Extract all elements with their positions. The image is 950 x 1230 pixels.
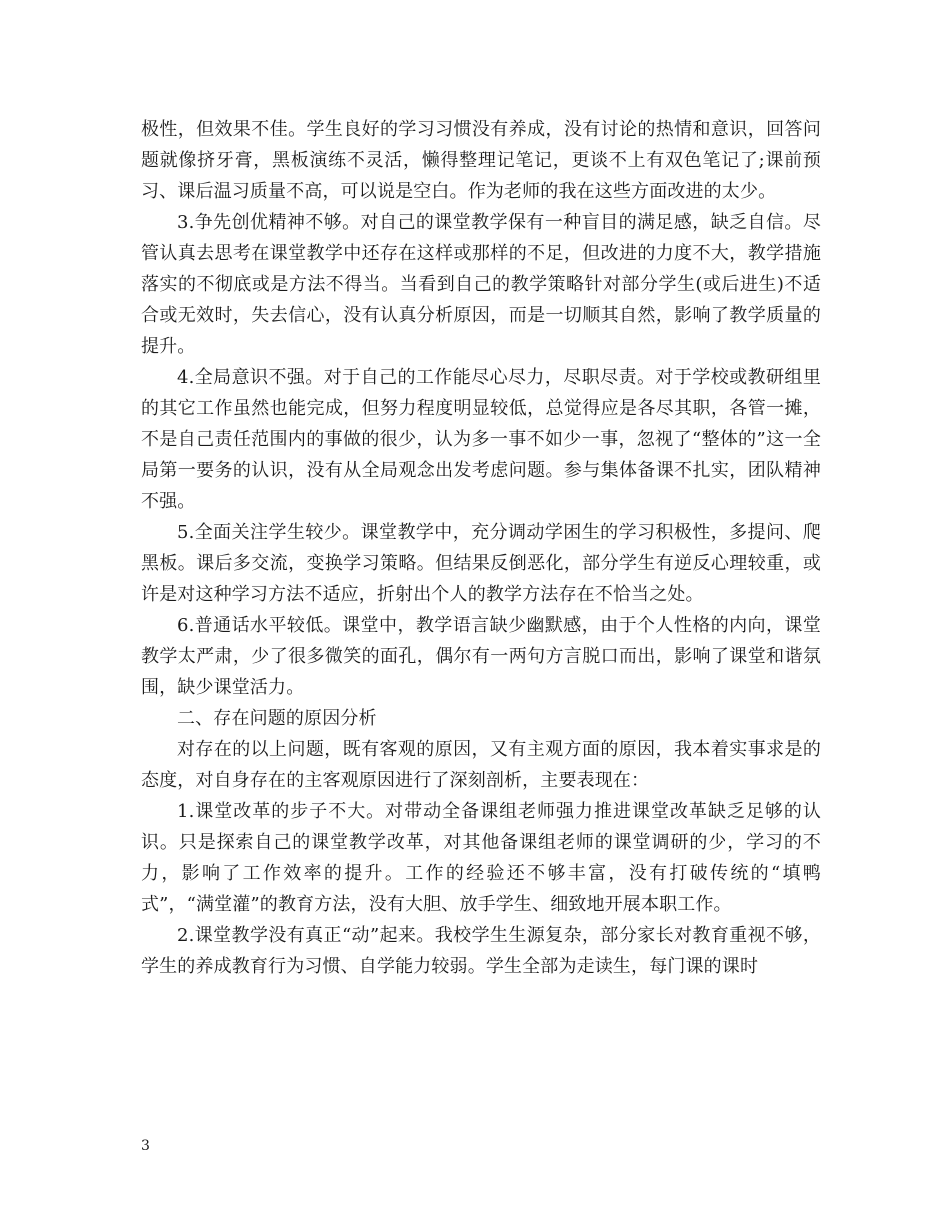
section-heading: 二、存在问题的原因分析 [177, 708, 377, 729]
paragraph-cause-2: 2.课堂教学没有真正“动”起来。我校学生生源复杂，部分家长对教育重视不够，学生的养成教育行为习惯、自学能力较弱。学生全部为走读生，每门课的课时 [141, 925, 821, 977]
paragraph-cause-1: 1.课堂改革的步子不大。对带动全备课组老师强力推进课堂改革缺乏足够的认识。只是探索自己的课堂教学改革，对其他备课组老师的课堂调研的少，学习的不力，影响了工作效率的提升。工作的经验还不够丰富，没有打破传统的“填鸭式”，“满堂灌”的教育方法，没有大胆、放手学生、细致地开展本职工作。 [141, 801, 821, 915]
page-number: 3 [141, 1138, 150, 1154]
paragraph-continuation: 极性，但效果不佳。学生良好的学习习惯没有养成，没有讨论的热情和意识，回答问题就像挤牙膏，黑板演练不灵活，懒得整理记笔记，更谈不上有双色笔记了;课前预习、课后温习质量不高，可以说是空白。作为老师的我在这些方面改进的太少。 [141, 119, 821, 202]
paragraph-item-4: 4.全局意识不强。对于自己的工作能尽心尽力，尽职尽责。对于学校或教研组里的其它工作虽然也能完成，但努力程度明显较低，总觉得应是各尽其职，各管一摊，不是自己责任范围内的事做的很少，认为多一事不如少一事，忽视了“整体的”这一全局第一要务的认识，没有从全局观念出发考虑问题。参与集体备课不扎实，团队精神不强。 [141, 367, 821, 512]
paragraph-item-3: 3.争先创优精神不够。对自己的课堂教学保有一种盲目的满足感，缺乏自信。尽管认真去思考在课堂教学中还存在这样或那样的不足，但改进的力度不大，教学措施落实的不彻底或是方法不得当。当看到自己的教学策略针对部分学生(或后进生)不适合或无效时，失去信心，没有认真分析原因，而是一切顺其自然，影响了教学质量的提升。 [141, 212, 821, 357]
paragraph-intro: 对存在的以上问题，既有客观的原因，又有主观方面的原因，我本着实事求是的态度，对自身存在的主客观原因进行了深刻剖析，主要表现在： [141, 739, 821, 791]
document-body [141, 114, 821, 982]
paragraph-item-6: 6.普通话水平较低。课堂中，教学语言缺少幽默感，由于个人性格的内向，课堂教学太严肃，少了很多微笑的面孔，偶尔有一两句方言脱口而出，影响了课堂和谐氛围，缺少课堂活力。 [141, 615, 821, 698]
paragraph-item-5: 5.全面关注学生较少。课堂教学中，充分调动学困生的学习积极性，多提问、爬黑板。课后多交流，变换学习策略。但结果反倒恶化，部分学生有逆反心理较重，或许是对这种学习方法不适应，折射出个人的教学方法存在不恰当之处。 [141, 522, 821, 605]
